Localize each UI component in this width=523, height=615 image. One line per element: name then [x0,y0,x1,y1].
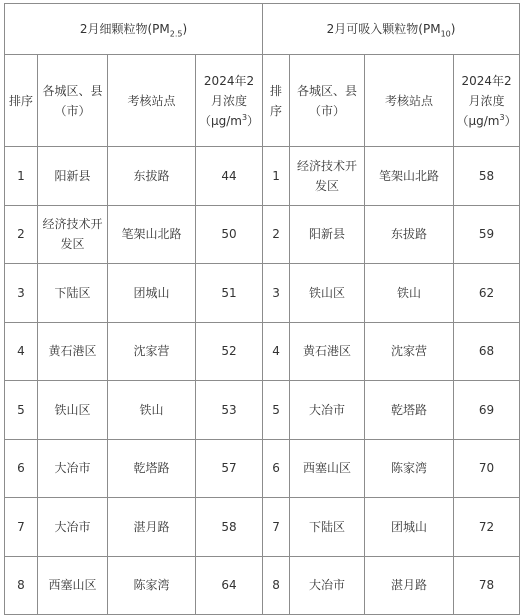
pm10-station-cell: 陈家湾 [365,439,454,498]
pm25-rank-header: 排序 [5,55,38,147]
pm25-rank-cell: 6 [5,439,38,498]
pm10-group-header: 2月可吸入颗粒物$(PM_{10})$ [263,4,520,55]
pm25-district-cell: 大冶市 [38,439,108,498]
pm10-station-cell: 东拔路 [365,205,454,264]
pm10-rank-cell: 3 [263,264,290,323]
pm10-district-cell: 大冶市 [290,556,365,615]
pm10-station-cell: 铁山 [365,264,454,323]
pm25-rank-cell: 1 [5,147,38,206]
table-row [5,439,520,498]
pm25-station-cell: 沈家营 [108,322,196,381]
pm25-station-cell: 湛月路 [108,498,196,557]
pm10-value-cell: 59 [454,205,520,264]
pm25-district-cell: 铁山区 [38,381,108,440]
ranking-rows [5,147,520,615]
pm25-station-header: 考核站点 [108,55,196,147]
pm10-station-cell: 团城山 [365,498,454,557]
pm25-value-cell: 57 [196,439,263,498]
pm10-station-cell: 湛月路 [365,556,454,615]
pm25-district-cell: 黄石港区 [38,322,108,381]
pm25-district-cell: 经济技术开发区 [38,205,108,264]
pm10-district-cell: 西塞山区 [290,439,365,498]
pm10-rank-cell: 6 [263,439,290,498]
pm10-rank-cell: 7 [263,498,290,557]
pm25-district-cell: 下陆区 [38,264,108,323]
pm10-value-cell: 68 [454,322,520,381]
pollutant-ranking-table [4,3,520,615]
pm10-rank-cell: 4 [263,322,290,381]
pm25-station-cell: 团城山 [108,264,196,323]
table-row [5,264,520,323]
pm10-value-cell: 78 [454,556,520,615]
group-header-row [5,4,520,55]
pm10-district-cell: 经济技术开发区 [290,147,365,206]
pm25-group-header: 2月细颗粒物$(PM_{2.5})$ [5,4,263,55]
pm10-value-cell: 58 [454,147,520,206]
pm10-station-header: 考核站点 [365,55,454,147]
table-row [5,498,520,557]
pm25-station-cell: 铁山 [108,381,196,440]
pm25-value-cell: 50 [196,205,263,264]
column-header-row [5,55,520,147]
pm25-value-cell: 52 [196,322,263,381]
pm10-rank-cell: 2 [263,205,290,264]
pm25-rank-cell: 5 [5,381,38,440]
pm25-district-cell: 阳新县 [38,147,108,206]
pm10-district-header: 各城区、县（市） [290,55,365,147]
pm10-district-cell: 黄石港区 [290,322,365,381]
pm25-district-cell: 西塞山区 [38,556,108,615]
pm10-district-cell: 大冶市 [290,381,365,440]
pm10-value-cell: 72 [454,498,520,557]
pm25-rank-cell: 7 [5,498,38,557]
pm25-rank-cell: 8 [5,556,38,615]
pm25-value-cell: 64 [196,556,263,615]
pm25-station-cell: 东拔路 [108,147,196,206]
table-row [5,556,520,615]
pm25-value-cell: 53 [196,381,263,440]
pm10-concentration-header: 2024年2 月浓度 $(\mu g/m^3)$ [454,55,520,147]
table-row [5,205,520,264]
pm25-rank-cell: 4 [5,322,38,381]
pm25-value-cell: 51 [196,264,263,323]
pm10-rank-cell: 5 [263,381,290,440]
table-row [5,147,520,206]
pm10-value-cell: 69 [454,381,520,440]
pm10-district-cell: 铁山区 [290,264,365,323]
pm25-station-cell: 乾塔路 [108,439,196,498]
pm25-value-cell: 58 [196,498,263,557]
pm25-station-cell: 陈家湾 [108,556,196,615]
pm25-concentration-header: 2024年2 月浓度 $(\mu g/m^3)$ [196,55,263,147]
pm10-station-cell: 乾塔路 [365,381,454,440]
pm25-rank-cell: 3 [5,264,38,323]
pm10-rank-cell: 1 [263,147,290,206]
pm10-district-cell: 下陆区 [290,498,365,557]
pm10-value-cell: 70 [454,439,520,498]
pm10-station-cell: 沈家营 [365,322,454,381]
pm25-value-cell: 44 [196,147,263,206]
pm25-district-header: 各城区、县（市） [38,55,108,147]
pm10-district-cell: 阳新县 [290,205,365,264]
pm10-station-cell: 笔架山北路 [365,147,454,206]
pm10-rank-header: 排序 [263,55,290,147]
pm25-district-cell: 大冶市 [38,498,108,557]
pm25-station-cell: 笔架山北路 [108,205,196,264]
table-row [5,381,520,440]
pm10-rank-cell: 8 [263,556,290,615]
pm10-value-cell: 62 [454,264,520,323]
pm25-rank-cell: 2 [5,205,38,264]
table-row [5,322,520,381]
